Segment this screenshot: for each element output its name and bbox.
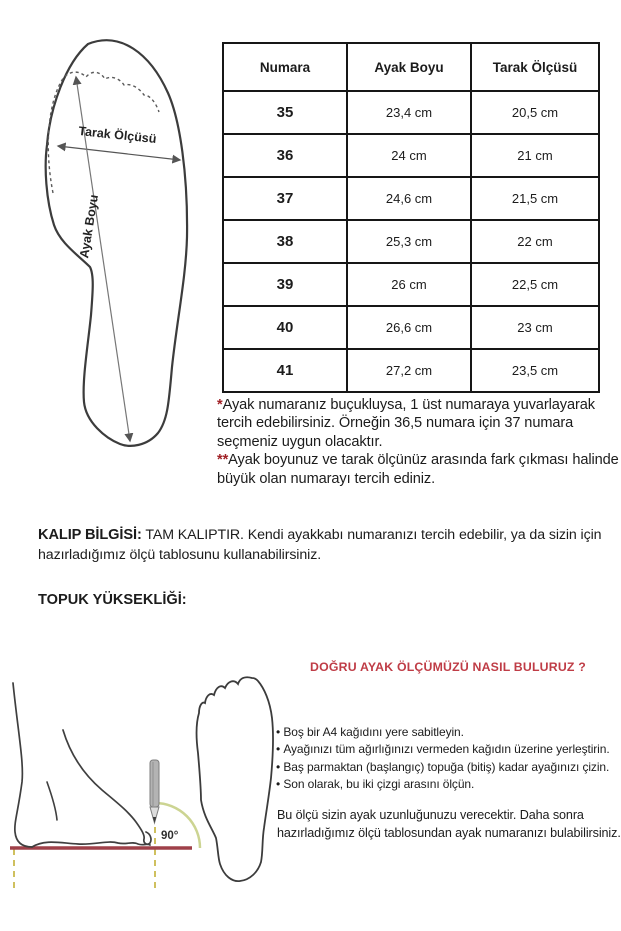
sole-outline xyxy=(46,40,187,446)
column-header: Tarak Ölçüsü xyxy=(471,43,599,91)
size-table-body xyxy=(223,91,599,392)
measure-cell: 23,4 cm xyxy=(347,91,471,134)
table-row xyxy=(223,220,599,263)
measure-cell: 24,6 cm xyxy=(347,177,471,220)
size-table xyxy=(222,42,600,393)
column-header: Numara xyxy=(223,43,347,91)
width-arrow xyxy=(58,146,180,160)
sizing-note xyxy=(217,396,619,451)
heel-height-label: TOPUK YÜKSEKLİĞİ: xyxy=(38,592,187,608)
measure-cell: 22 cm xyxy=(471,220,599,263)
measure-cell: 26,6 cm xyxy=(347,306,471,349)
measure-cell: 25,3 cm xyxy=(347,220,471,263)
note-text: Ayak boyunuz ve tarak ölçünüz arasında fark çıkması halinde büyük olan numarayı tercih ediniz. xyxy=(217,452,619,487)
column-header: Ayak Boyu xyxy=(347,43,471,91)
leg-front-line xyxy=(63,730,151,844)
table-row xyxy=(223,349,599,392)
note-asterisk: * xyxy=(217,397,223,413)
size-number-cell: 40 xyxy=(223,306,347,349)
size-number-cell: 35 xyxy=(223,91,347,134)
kalip-info xyxy=(38,526,613,565)
table-row xyxy=(223,177,599,220)
size-number-cell: 37 xyxy=(223,177,347,220)
kalip-info-label: KALIP BİLGİSİ: xyxy=(38,527,142,543)
foot-sole-diagram xyxy=(20,15,225,465)
kalip-info-text: TAM KALIPTIR. Kendi ayakkabı numaranızı tercih edebilir, ya da sizin için hazırladığımız ölçü tablosunu kullanabilirsiniz. xyxy=(38,527,602,563)
measure-cell: 23,5 cm xyxy=(471,349,599,392)
measure-cell: 27,2 cm xyxy=(347,349,471,392)
measure-guide-title: DOĞRU AYAK ÖLÇÜMÜZÜ NASIL BULURUZ ? xyxy=(310,660,586,674)
sizing-note xyxy=(217,451,619,488)
table-row xyxy=(223,263,599,306)
table-row xyxy=(223,91,599,134)
measure-step: • Son olarak, bu iki çizgi arasını ölçün. xyxy=(276,778,621,791)
note-asterisk: ** xyxy=(217,452,229,469)
table-row xyxy=(223,306,599,349)
pencil-icon xyxy=(150,760,159,823)
size-number-cell: 39 xyxy=(223,263,347,306)
footprint-path xyxy=(197,677,273,881)
measure-step: • Baş parmaktan (başlangıç) topuğa (bitiş) kadar ayağınızı çizin. xyxy=(276,761,621,774)
foot-sole-line xyxy=(32,842,150,847)
length-arrow-label: Ayak Boyu xyxy=(77,193,101,260)
size-number-cell: 41 xyxy=(223,349,347,392)
measure-step: • Ayağınızı tüm ağırlığınızı vermeden kağıdın üzerine yerleştirin. xyxy=(276,743,621,756)
width-arrow-label: Tarak Ölçüsü xyxy=(77,123,158,147)
measure-cell: 21,5 cm xyxy=(471,177,599,220)
measure-cell: 24 cm xyxy=(347,134,471,177)
measure-cell: 23 cm xyxy=(471,306,599,349)
angle-label: 90° xyxy=(161,830,179,842)
measure-outro: Bu ölçü sizin ayak uzunluğunuzu verecektir. Daha sonra hazırladığımız ölçü tablosundan ayak numaranızı bulabilirsiniz. xyxy=(277,808,621,840)
measure-cell: 21 cm xyxy=(471,134,599,177)
sizing-notes xyxy=(217,396,619,488)
measure-cell: 20,5 cm xyxy=(471,91,599,134)
arch-detail-line xyxy=(47,782,57,820)
leg-back-line xyxy=(13,683,32,847)
measure-steps xyxy=(276,726,621,796)
note-text: Ayak numaranız buçukluysa, 1 üst numaraya yuvarlayarak tercih edebilirsiniz. Örneğin 36,5 numara için 37 numara seçmeniz uygun olacaktır. xyxy=(217,397,595,450)
measure-cell: 26 cm xyxy=(347,263,471,306)
table-row xyxy=(223,134,599,177)
measure-cell: 22,5 cm xyxy=(471,263,599,306)
size-number-cell: 36 xyxy=(223,134,347,177)
measure-step: • Boş bir A4 kağıdını yere sabitleyin. xyxy=(276,726,621,739)
size-number-cell: 38 xyxy=(223,220,347,263)
size-table-header-row xyxy=(223,43,599,91)
